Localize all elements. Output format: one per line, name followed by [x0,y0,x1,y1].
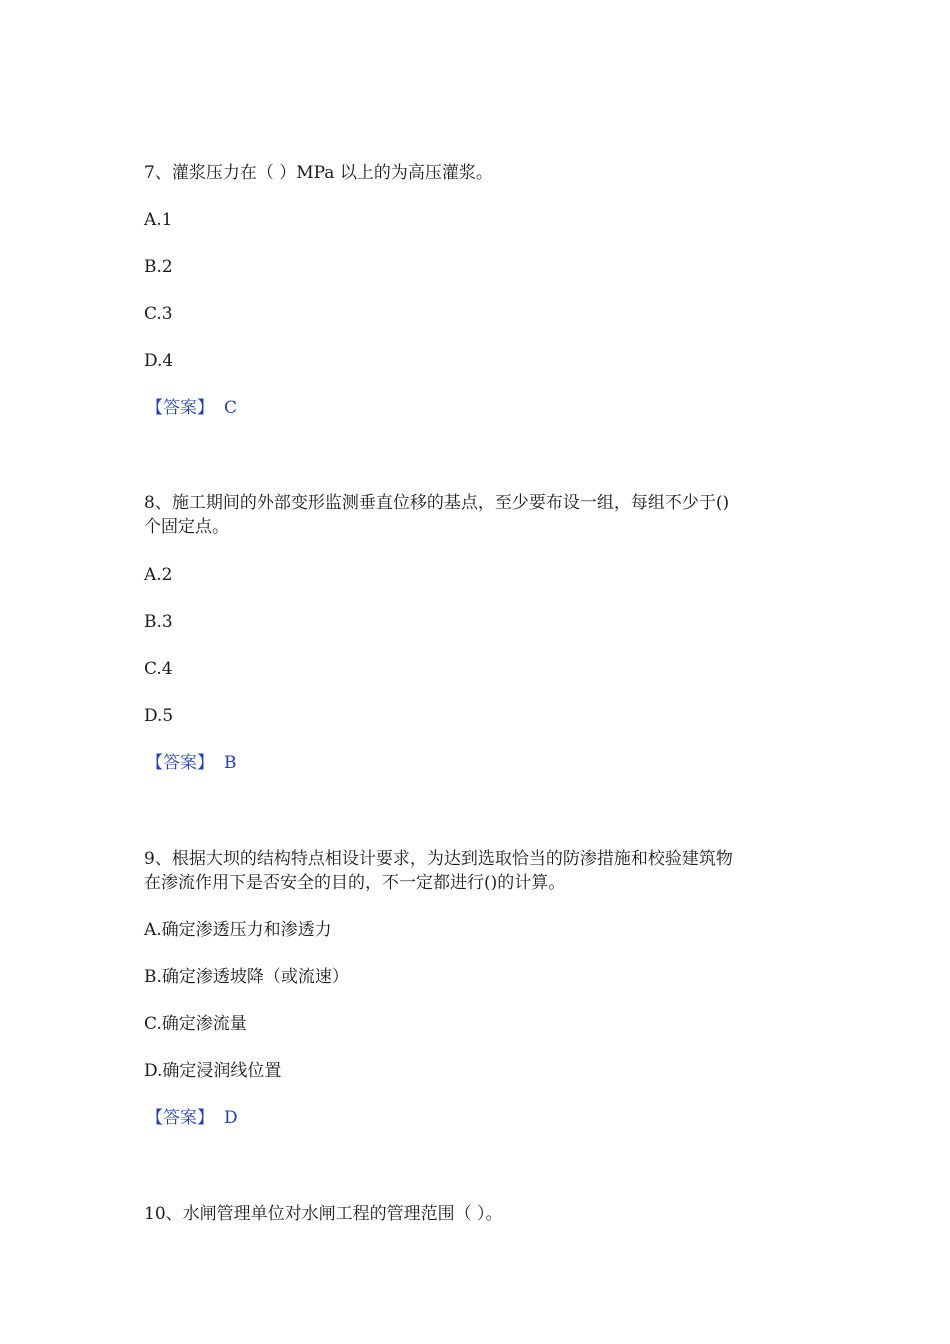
question-9-stem-line-2: 在渗流作用下是否安全的目的，不一定都进行()的计算。 [144,873,566,893]
answer-value: D [224,1108,238,1128]
question-7-option-c: C.3 [144,304,173,324]
answer-label: 【答案】 [146,1108,214,1128]
question-8-option-b: B.3 [144,612,173,632]
answer-value: C [224,398,238,418]
question-7-answer [146,397,237,419]
question-9-option-b: B.确定渗透坡降（或流速） [144,967,349,987]
answer-label: 【答案】 [146,753,214,773]
question-7-option-b: B.2 [144,257,173,277]
question-8-stem-line-1: 8、施工期间的外部变形监测垂直位移的基点，至少要布设一组，每组不少于() [144,493,730,513]
question-8-option-a: A.2 [144,565,173,585]
question-9-option-d: D.确定浸润线位置 [144,1061,282,1081]
question-9-stem-line-1: 9、根据大坝的结构特点相设计要求，为达到选取恰当的防渗措施和校验建筑物 [144,849,733,869]
answer-label: 【答案】 [146,398,214,418]
question-9-answer [146,1107,238,1129]
question-7-stem: 7、灌浆压力在（ ）MPa 以上的为高压灌浆。 [144,163,493,183]
question-10-stem: 10、水闸管理单位对水闸工程的管理范围（ ）。 [144,1204,503,1224]
question-8-stem-line-2: 个固定点。 [144,517,229,537]
question-8-option-d: D.5 [144,706,174,726]
question-8-option-c: C.4 [144,659,173,679]
question-7-option-a: A.1 [144,210,173,230]
answer-value: B [224,753,237,773]
question-7-option-d: D.4 [144,351,174,371]
question-8-answer [146,752,237,774]
question-9-option-c: C.确定渗流量 [144,1014,247,1034]
question-9-option-a: A.确定渗透压力和渗透力 [144,920,332,940]
